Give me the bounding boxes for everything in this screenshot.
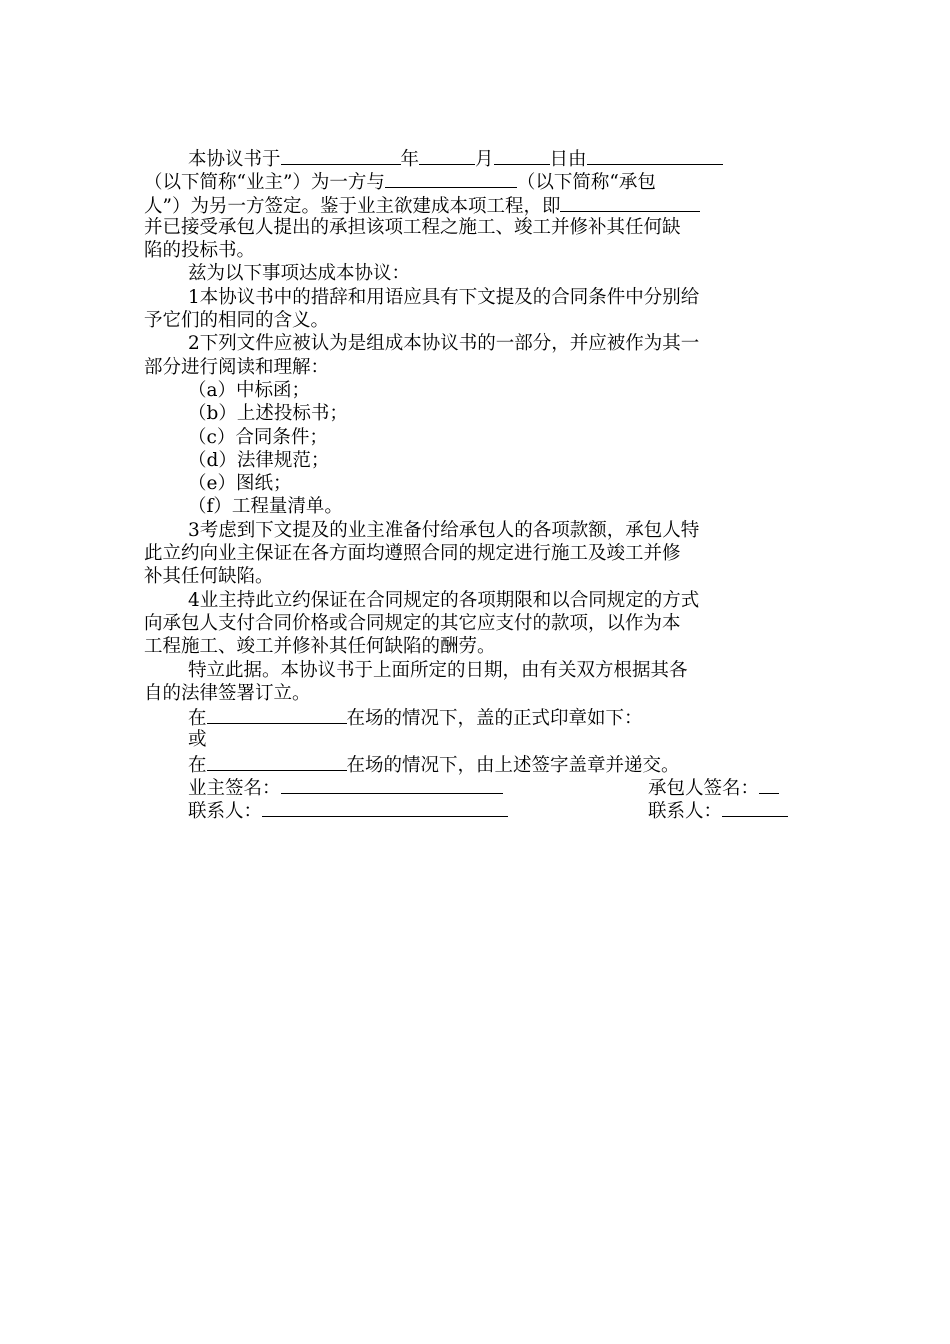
doc-item: （a）中标函； xyxy=(188,379,311,401)
contractor-sign-blank xyxy=(759,775,779,794)
item2-line: 2下列文件应被认为是组成本协议书的一部分，并应被作为其一 xyxy=(188,333,700,355)
closing-line: 自的法律签署订立。 xyxy=(144,682,311,704)
contractor-sign xyxy=(648,775,779,800)
witness-blank xyxy=(207,705,347,724)
intro-text: 人”）为另一方签定。鉴于业主欲建成本项工程，即 xyxy=(144,195,561,217)
doc-item: （e）图纸； xyxy=(188,473,292,495)
sign-line xyxy=(144,752,806,775)
item1-line: 予它们的相同的含义。 xyxy=(144,310,330,332)
seal-line xyxy=(144,705,806,728)
contact-row xyxy=(144,798,806,821)
project-blank xyxy=(560,193,700,212)
item1-line: 1本协议书中的措辞和用语应具有下文提及的合同条件中分别给 xyxy=(188,286,700,308)
intro-text: （以下简称“承包 xyxy=(516,172,656,194)
item4-line: 向承包人支付合同价格或合同规定的其它应支付的款项，以作为本 xyxy=(144,612,681,634)
contractor-sign-label: 承包人签名： xyxy=(648,778,760,800)
item3-line: 补其任何缺陷。 xyxy=(144,566,274,588)
item4-line: 4业主持此立约保证在合同规定的各项期限和以合同规定的方式 xyxy=(188,589,700,611)
item3-line: 3考虑到下文提及的业主准备付给承包人的各项款额，承包人特 xyxy=(188,519,700,541)
contractor-contact-blank xyxy=(722,798,788,817)
contractor-blank xyxy=(385,169,517,188)
sign-text: 在场的情况下，由上述签字盖章并递交。 xyxy=(346,754,680,776)
doc-item: （b）上述投标书； xyxy=(188,403,348,425)
item4-line: 工程施工、竣工并修补其任何缺陷的酬劳。 xyxy=(144,636,496,658)
owner-sign-blank xyxy=(281,775,503,794)
closing-line: 特立此据。本协议书于上面所定的日期，由有关双方根据其各 xyxy=(188,659,688,681)
contractor-contact xyxy=(648,798,788,823)
doc-item: （f）工程量清单。 xyxy=(188,496,343,518)
seal-at: 在 xyxy=(188,708,207,730)
day-label: 日由 xyxy=(549,149,587,170)
intro-line-5: 陷的投标书。 xyxy=(144,240,256,262)
witness-blank xyxy=(207,752,347,771)
intro-line-3 xyxy=(144,193,806,216)
day-blank xyxy=(494,146,550,165)
or-line: 或 xyxy=(188,729,207,751)
month-blank xyxy=(419,146,475,165)
intro-line-2 xyxy=(144,169,806,192)
doc-item: （d）法律规范； xyxy=(188,449,330,471)
doc-item: （c）合同条件； xyxy=(188,426,328,448)
item3-line: 此立约向业主保证在各方面均遵照合同的规定进行施工及竣工并修 xyxy=(144,543,681,565)
owner-contact-blank xyxy=(262,798,508,817)
intro-text: 本协议书于 xyxy=(188,149,281,170)
sign-at: 在 xyxy=(188,754,207,776)
date-blank xyxy=(281,146,401,165)
year-label: 年 xyxy=(400,149,420,170)
agreement-document xyxy=(144,146,806,822)
item2-line: 部分进行阅读和理解： xyxy=(144,356,330,378)
month-label: 月 xyxy=(475,149,494,170)
agree-line: 兹为以下事项达成本协议： xyxy=(188,263,411,285)
owner-contact-label: 联系人： xyxy=(188,801,263,823)
intro-line-4: 并已接受承包人提出的承担该项工程之施工、竣工并修补其任何缺 xyxy=(144,216,681,238)
intro-text: （以下简称“业主”）为一方与 xyxy=(144,172,385,194)
contractor-contact-label: 联系人： xyxy=(648,801,723,823)
owner-sign-label: 业主签名： xyxy=(188,778,281,800)
owner-blank xyxy=(587,146,723,165)
intro-line-1 xyxy=(144,146,806,169)
seal-text: 在场的情况下，盖的正式印章如下： xyxy=(346,708,643,730)
signature-row xyxy=(144,775,806,798)
